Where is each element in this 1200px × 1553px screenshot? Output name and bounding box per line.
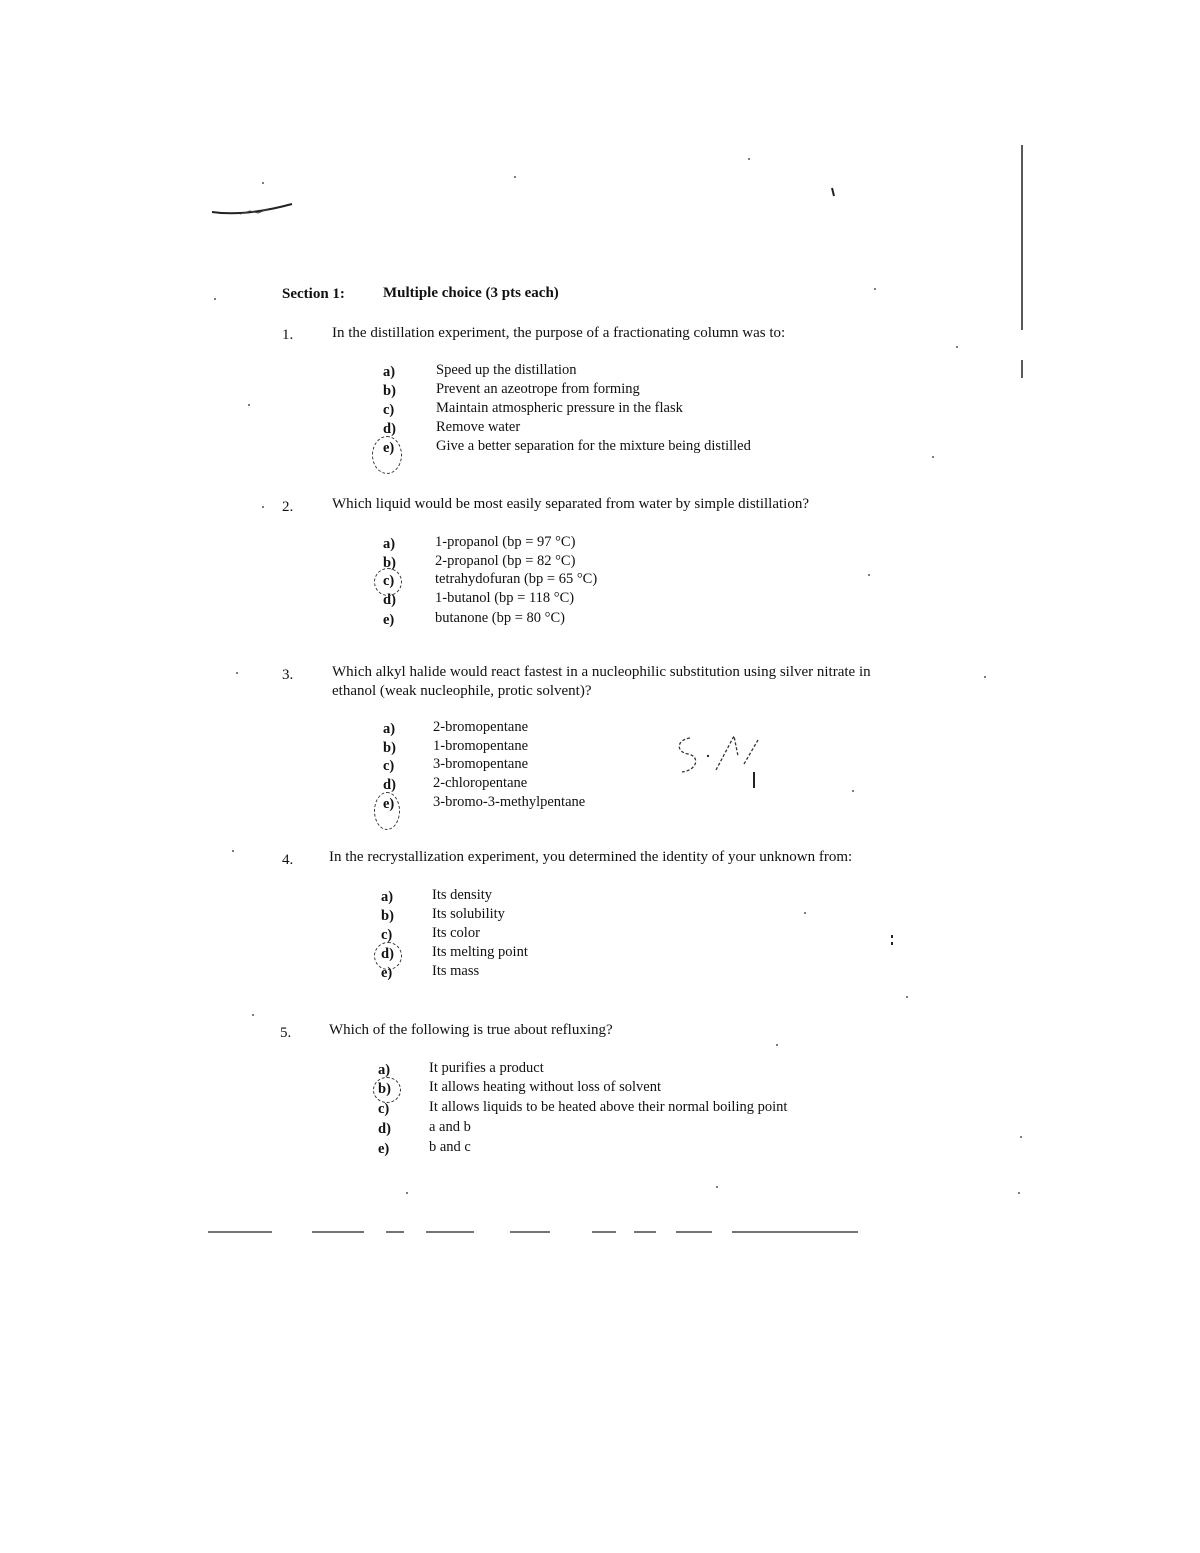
scan-speck: [262, 506, 264, 508]
q5-option-c-text: It allows liquids to be heated above their normal boiling point: [429, 1099, 788, 1115]
q4-option-e-letter: e): [381, 965, 393, 981]
question-3-text-line2: ethanol (weak nucleophile, protic solvent)?: [332, 683, 592, 699]
q3-option-e-text: 3-bromo-3-methylpentane: [433, 794, 586, 810]
scan-speck: [236, 672, 238, 674]
q2-option-b-letter: b): [383, 555, 396, 571]
scan-speck: [776, 1044, 778, 1046]
question-5-text: Which of the following is true about refluxing?: [329, 1022, 613, 1038]
scan-speck: [984, 676, 986, 678]
q2-option-c-text: tetrahydofuran (bp = 65 °C): [435, 571, 598, 587]
scan-speck: [956, 346, 958, 348]
scan-speck: [248, 404, 250, 406]
q4-answer-circle: [374, 942, 402, 970]
q3-option-a-letter: a): [383, 721, 396, 737]
q5-option-d-letter: d): [378, 1121, 391, 1137]
q4-option-b-text: Its solubility: [432, 906, 505, 922]
q1-option-e-letter: e): [383, 440, 395, 456]
scan-speck: [932, 456, 934, 458]
q5-option-c-letter: c): [378, 1101, 390, 1117]
q3-option-b-text: 1-bromopentane: [433, 738, 529, 754]
q5-option-a-text: It purifies a product: [429, 1060, 544, 1076]
scan-speck: [716, 1186, 718, 1188]
q3-option-d-text: 2-chloropentane: [433, 775, 528, 791]
q5-option-a-letter: a): [378, 1062, 391, 1078]
q3-option-b-letter: b): [383, 740, 396, 756]
question-4-number: 4.: [282, 852, 294, 868]
scan-speck: [868, 574, 870, 576]
scan-speck: [1018, 1192, 1020, 1194]
scan-speck: [514, 176, 516, 178]
q1-option-a-letter: a): [383, 364, 396, 380]
question-1-number: 1.: [282, 327, 294, 343]
q5-option-b-text: It allows heating without loss of solvent: [429, 1079, 661, 1095]
question-2-number: 2.: [282, 499, 294, 515]
q3-option-e-letter: e): [383, 796, 395, 812]
q5-option-d-text: a and b: [429, 1119, 471, 1135]
question-3-text-line1: Which alkyl halide would react fastest in a nucleophilic substitution using silver nitrate in: [332, 664, 871, 680]
q1-option-b-text: Prevent an azeotrope from forming: [436, 381, 640, 397]
question-1-text: In the distillation experiment, the purpose of a fractionating column was to:: [332, 325, 786, 341]
q4-option-d-letter: d): [381, 946, 394, 962]
q1-option-d-text: Remove water: [436, 419, 521, 435]
q2-option-a-letter: a): [383, 536, 396, 552]
q4-option-b-letter: b): [381, 908, 394, 924]
scan-speck: [748, 158, 750, 160]
q1-option-d-letter: d): [383, 421, 396, 437]
q1-option-c-letter: c): [383, 402, 395, 418]
question-3-number: 3.: [282, 667, 294, 683]
scan-speck: [252, 1014, 254, 1016]
section-title: Multiple choice (3 pts each): [383, 285, 559, 301]
q4-option-d-text: Its melting point: [432, 944, 528, 960]
q2-option-d-letter: d): [383, 592, 396, 608]
q1-option-e-text: Give a better separation for the mixture being distilled: [436, 438, 751, 454]
question-2-text: Which liquid would be most easily separated from water by simple distillation?: [332, 496, 809, 512]
scan-speck: [874, 288, 876, 290]
q3-option-d-letter: d): [383, 777, 396, 793]
scan-speck: [906, 996, 908, 998]
question-5-number: 5.: [280, 1025, 292, 1041]
q4-option-e-text: Its mass: [432, 963, 480, 979]
q4-option-a-letter: a): [381, 889, 394, 905]
q2-option-d-text: 1-butanol (bp = 118 °C): [435, 590, 575, 606]
q3-option-c-letter: c): [383, 758, 395, 774]
q5-answer-circle: [373, 1077, 401, 1103]
q2-option-e-letter: e): [383, 612, 395, 628]
q2-option-e-text: butanone (bp = 80 °C): [435, 610, 565, 626]
scan-speck: [804, 912, 806, 914]
q2-option-c-letter: c): [383, 573, 395, 589]
scan-speck: [262, 182, 264, 184]
q2-option-b-text: 2-propanol (bp = 82 °C): [435, 553, 576, 569]
q1-option-c-text: Maintain atmospheric pressure in the flask: [436, 400, 683, 416]
q1-option-b-letter: b): [383, 383, 396, 399]
q5-option-e-text: b and c: [429, 1139, 471, 1155]
scan-speck: [852, 790, 854, 792]
section-label: Section 1:: [282, 286, 345, 302]
q4-option-c-letter: c): [381, 927, 393, 943]
scan-speck: [406, 1192, 408, 1194]
q2-option-a-text: 1-propanol (bp = 97 °C): [435, 534, 576, 550]
q4-option-c-text: Its color: [432, 925, 480, 941]
scan-speck: [214, 298, 216, 300]
q5-option-b-letter: b): [378, 1081, 391, 1097]
q4-option-a-text: Its density: [432, 887, 493, 903]
scan-speck: [1020, 1136, 1022, 1138]
question-4-text: In the recrystallization experiment, you determined the identity of your unknown from:: [329, 849, 853, 865]
scan-speck: [232, 850, 234, 852]
q3-option-c-text: 3-bromopentane: [433, 756, 529, 772]
q3-option-a-text: 2-bromopentane: [433, 719, 529, 735]
q5-option-e-letter: e): [378, 1141, 390, 1157]
q1-option-a-text: Speed up the distillation: [436, 362, 577, 378]
